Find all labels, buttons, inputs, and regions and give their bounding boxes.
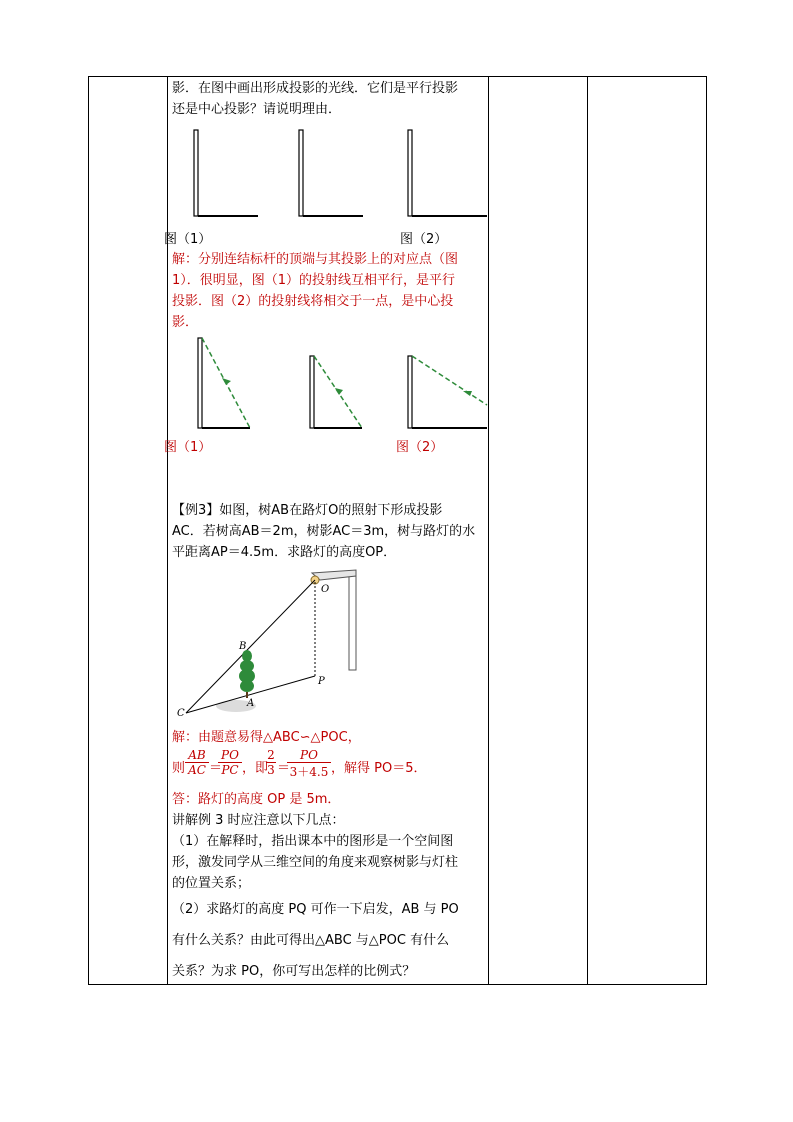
frac2-numerator: PO bbox=[221, 748, 239, 762]
ex3-line-1: 【例3】如图，树AB在路灯O的照射下形成投影 bbox=[172, 503, 443, 518]
ray-arrow-2 bbox=[335, 388, 343, 395]
sol1-line-1: 解：分别连结标杆的顶端与其投影上的对应点（图 bbox=[172, 252, 459, 267]
ray-arrow-3 bbox=[463, 391, 472, 396]
note-line-2: 形，激发同学从三维空间的角度来观察树影与灯柱 bbox=[172, 855, 459, 870]
ex3-line-3: 平距离AP＝4.5m．求路灯的高度OP． bbox=[172, 545, 397, 560]
frac4-numerator: PO bbox=[300, 748, 318, 762]
fig-label-2: 图（2） bbox=[400, 232, 448, 247]
sol1-line-2: 1）．很明显，图（1）的投射线互相平行，是平行 bbox=[172, 273, 456, 288]
frac3-denominator: 3 bbox=[267, 763, 275, 777]
note-line-6: 关系？为求 PO，你可写出怎样的比例式？ bbox=[172, 964, 416, 979]
ray-3 bbox=[412, 356, 487, 405]
point-B-label: B bbox=[239, 641, 247, 652]
point-C-label: C bbox=[177, 708, 185, 719]
note-line-5: 有什么关系？由此可得出△ABC 与△POC 有什么 bbox=[172, 933, 450, 948]
ray-arrow-1 bbox=[222, 378, 231, 385]
equals-1: ＝ bbox=[209, 761, 223, 776]
pole-2b bbox=[310, 356, 314, 428]
pole-2 bbox=[299, 130, 303, 216]
line-CO bbox=[186, 580, 315, 713]
intro-line-2: 还是中心投影？请说明理由． bbox=[172, 102, 342, 117]
frac1-numerator: AB bbox=[188, 748, 206, 762]
ex3-line-2: AC．若树高AB＝2m，树影AC＝3m，树与路灯的水 bbox=[172, 524, 476, 539]
sol3-line-1: 解：由题意易得△ABC∽△POC， bbox=[172, 730, 361, 745]
fraction-2-3 bbox=[266, 748, 276, 777]
fig-label-2b: 图（2） bbox=[396, 440, 444, 455]
pole-3b bbox=[408, 356, 412, 428]
answer-line: 答：路灯的高度 OP 是 5m． bbox=[172, 792, 341, 807]
pole-1b bbox=[198, 338, 202, 428]
frac1-denominator: AC bbox=[185, 762, 209, 777]
sol1-line-4: 影． bbox=[172, 315, 199, 330]
fig-label-1b: 图（1） bbox=[164, 440, 212, 455]
pole-3 bbox=[408, 130, 412, 216]
fraction-PO-sum bbox=[287, 748, 331, 780]
sol3-ji: ，即 bbox=[242, 761, 269, 776]
pole-1 bbox=[194, 130, 198, 216]
sol3-ze: 则 bbox=[172, 761, 186, 776]
sol1-line-3: 投影．图（2）的投射线将相交于一点，是中心投 bbox=[172, 294, 454, 309]
frac4-denominator: 3＋4.5 bbox=[287, 762, 331, 780]
fraction-AB-AC bbox=[185, 748, 209, 777]
lamp-post bbox=[349, 572, 356, 670]
point-O-label: O bbox=[321, 584, 330, 595]
sol3-tail: ，解得 PO＝5． bbox=[331, 761, 427, 776]
frac2-denominator: PC bbox=[218, 762, 242, 777]
note-line-4: （2）求路灯的高度 PQ 可作一下启发，AB 与 PO bbox=[172, 902, 459, 917]
point-A-label: A bbox=[247, 698, 255, 709]
fig-label-1: 图（1） bbox=[164, 232, 212, 247]
frac3-numerator: 2 bbox=[267, 748, 275, 762]
intro-line-1: 影．在图中画出形成投影的光线．它们是平行投影 bbox=[172, 81, 459, 96]
equals-2: ＝ bbox=[277, 761, 291, 776]
note-line-0: 讲解例 3 时应注意以下几点： bbox=[172, 813, 345, 828]
note-line-1: （1）在解释时，指出课本中的图形是一个空间图 bbox=[172, 834, 454, 849]
fraction-PO-PC bbox=[218, 748, 242, 777]
lamp-tree-figure bbox=[186, 570, 356, 713]
point-P-label: P bbox=[318, 676, 325, 687]
note-line-3: 的位置关系； bbox=[172, 876, 251, 891]
